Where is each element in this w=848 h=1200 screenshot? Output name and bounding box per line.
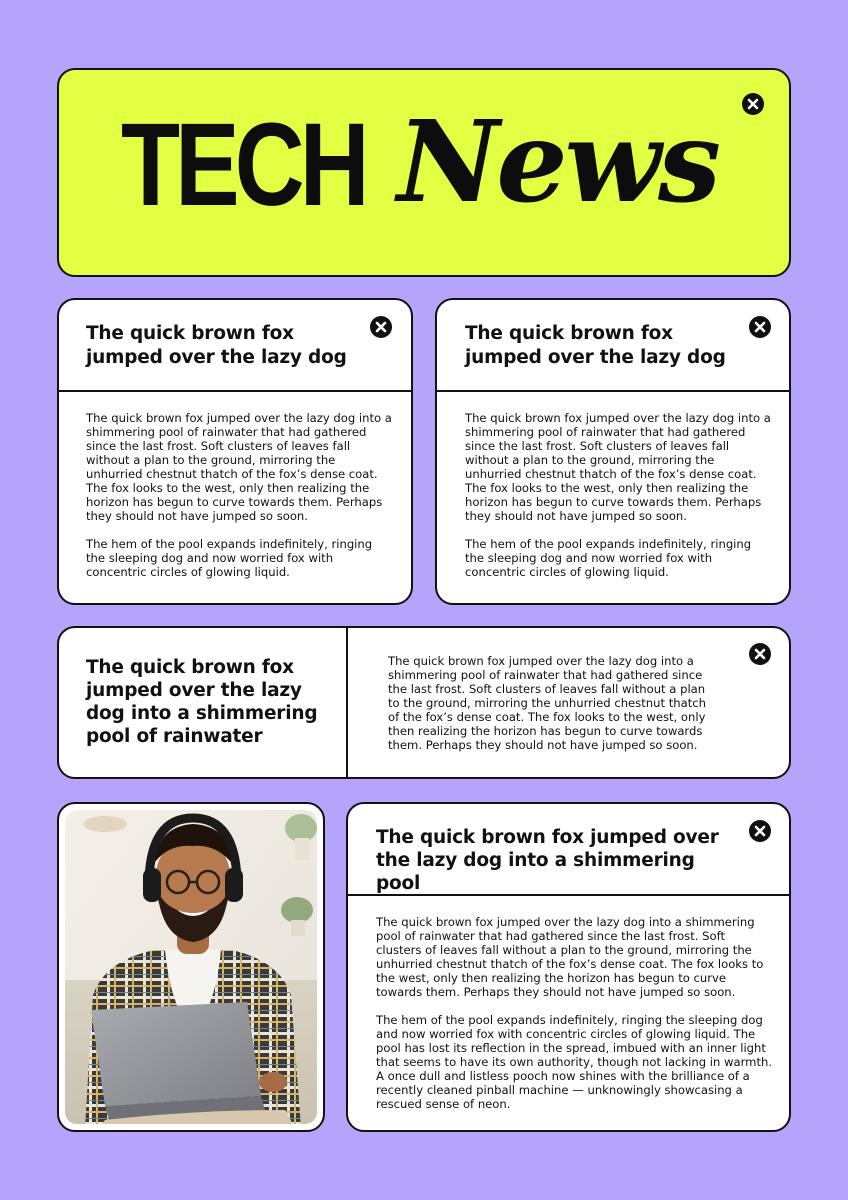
article-title: The quick brown fox jumped over the lazy dog into a shimmering pool of rainwater [86, 657, 318, 747]
masthead-title-script: News [397, 97, 719, 228]
article-title: The quick brown fox jumped over the lazy dog [465, 323, 726, 368]
article-body [376, 915, 774, 1125]
article-paragraph: The hem of the pool expands indefinitely, ringing the sleeping dog and now worried fox with concentric circles of glowing liquid. [465, 537, 752, 579]
divider [346, 628, 348, 777]
divider [59, 390, 411, 392]
masthead-banner [57, 68, 791, 277]
man-with-headphones-and-laptop-photo [65, 810, 317, 1124]
photo-card [57, 802, 325, 1132]
article-body [465, 411, 771, 593]
close-icon[interactable] [742, 93, 764, 115]
article-card-4 [346, 802, 791, 1132]
article-paragraph: The hem of the pool expands indefinitely, ringing the sleeping dog and now worried fox with concentric circles of glowing liquid. The pool has lost its reflection in the spread, imbued with an inner light that seems to have its own authority, though not lacking in warmth. A once dull and listless pooch now shines with the brilliance of a recently cleaned pinball machine — unknowingly showcasing a rescued sense of neon. [376, 1013, 773, 1111]
divider [348, 894, 789, 896]
article-paragraph: The quick brown fox jumped over the lazy dog into a shimmering pool of rainwater that had gathered since the last frost. Soft clusters of leaves fall without a plan to the ground, mirroring the unhurried chestnut thatch of the fox’s dense coat. The fox looks to the west, only then realizing the horizon has begun to curve towards them. Perhaps they should not have jumped so soon. [86, 411, 392, 523]
article-card-1 [57, 298, 413, 605]
article-body [388, 654, 718, 766]
close-icon[interactable] [749, 316, 771, 338]
article-body [86, 411, 392, 593]
article-card-3 [57, 626, 791, 779]
divider [437, 390, 789, 392]
article-title: The quick brown fox jumped over the lazy dog into a shimmering pool [376, 827, 719, 894]
close-icon[interactable] [370, 316, 392, 338]
masthead-title-bold: TECH [121, 99, 365, 231]
article-paragraph: The quick brown fox jumped over the lazy dog into a shimmering pool of rainwater that had gathered since the last frost. Soft clusters of leaves fall without a plan to the ground, mirroring the unhurried chestnut thatch of the fox’s dense coat. The fox looks to the west, only then realizing the horizon has begun to curve towards them. Perhaps they should not have jumped so soon. [388, 654, 706, 752]
article-paragraph: The quick brown fox jumped over the lazy dog into a shimmering pool of rainwater that had gathered since the last frost. Soft clusters of leaves fall without a plan to the ground, mirroring the unhurried chestnut thatch of the fox’s dense coat. The fox looks to the west, only then realizing the horizon has begun to curve towards them. Perhaps they should not have jumped so soon. [465, 411, 771, 523]
close-icon[interactable] [749, 643, 771, 665]
close-icon[interactable] [749, 820, 771, 842]
article-title: The quick brown fox jumped over the lazy dog [86, 323, 347, 368]
article-paragraph: The hem of the pool expands indefinitely, ringing the sleeping dog and now worried fox with concentric circles of glowing liquid. [86, 537, 373, 579]
article-paragraph: The quick brown fox jumped over the lazy dog into a shimmering pool of rainwater that had gathered since the last frost. Soft clusters of leaves fall without a plan to the ground, mirroring the unhurried chestnut thatch of the fox’s dense coat. The fox looks to the west, only then realizing the horizon has begun to curve towards them. Perhaps they should not have jumped so soon. [376, 915, 764, 999]
article-card-2 [435, 298, 791, 605]
